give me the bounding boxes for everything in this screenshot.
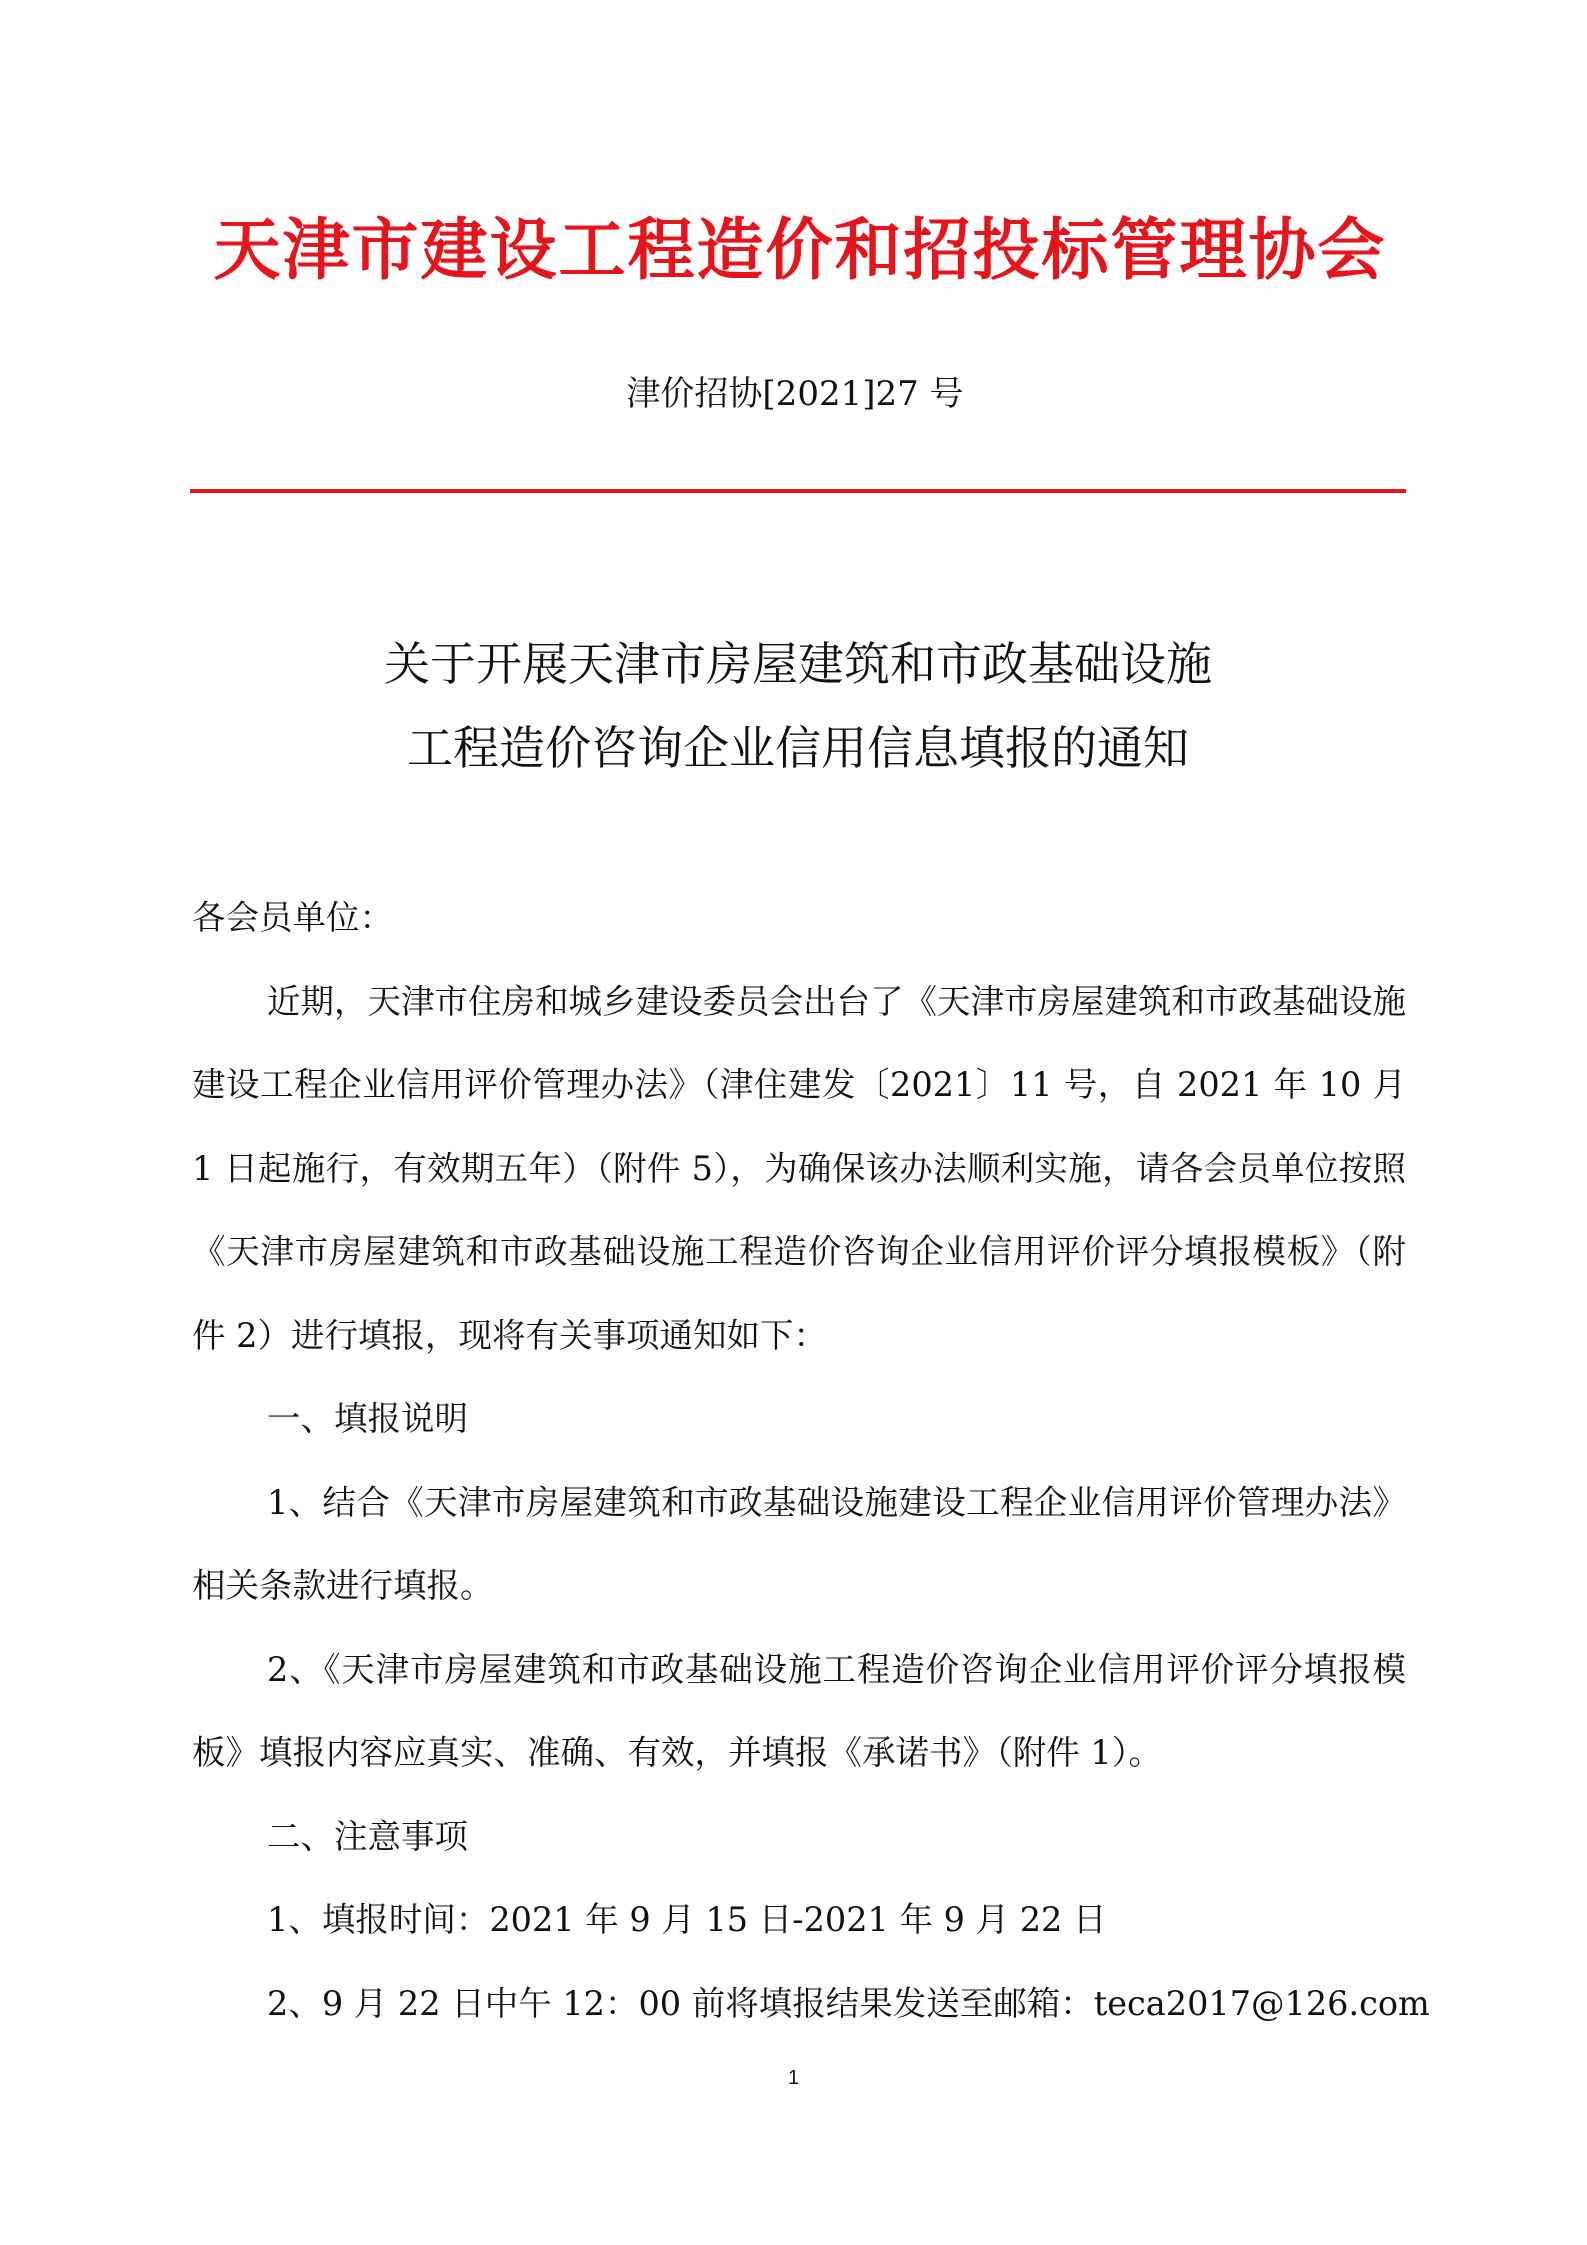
document-number: 津价招协[2021]27 号 (626, 374, 964, 414)
section-1-heading: 一、填报说明 (267, 1399, 468, 1438)
notice-title-line-1: 关于开展天津市房屋建筑和市政基础设施 (384, 637, 1212, 691)
section-2-heading: 二、注意事项 (267, 1816, 468, 1856)
notice-body (192, 876, 1430, 2045)
section-1-item-2: 2、《天津市房屋建筑和市政基础设施工程造价咨询企业信用评价评分填报模板》填报内容应真实、准确、有效，并填报《承诺书》（附件 1）。 (192, 1649, 1406, 1772)
salutation: 各会员单位： (192, 898, 393, 937)
page-number: 1 (787, 2067, 800, 2089)
section-2-item-2: 2、9 月 22 日中午 12：00 前将填报结果发送至邮箱：teca2017@126.com (267, 1983, 1430, 2023)
section-1-item-1: 1、结合《天津市房屋建筑和市政基础设施建设工程企业信用评价管理办法》相关条款进行填报。 (192, 1482, 1406, 1605)
notice-title (190, 622, 1406, 790)
section-2-item-1: 1、填报时间：2021 年 9 月 15 日-2021 年 9 月 22 日 (267, 1900, 1107, 1939)
organization-title: 天津市建设工程造价和招投标管理协会 (213, 210, 1387, 289)
intro-paragraph: 近期，天津市住房和城乡建设委员会出台了《天津市房屋建筑和市政基础设施建设工程企业信用评价管理办法》（津住建发〔2021〕11 号，自 2021 年 10 月 1 日起施行，有效期五年）（附件 5），为确保该办法顺利实施，请各会员单位按照《天津市房屋建筑和市政基础设施工程造价咨询企业信用评价评分填报模板》（附件 2）进行填报，现将有关事项通知如下： (192, 981, 1406, 1355)
red-divider-line (190, 489, 1406, 493)
notice-title-line-2: 工程造价咨询企业信用信息填报的通知 (407, 721, 1189, 775)
